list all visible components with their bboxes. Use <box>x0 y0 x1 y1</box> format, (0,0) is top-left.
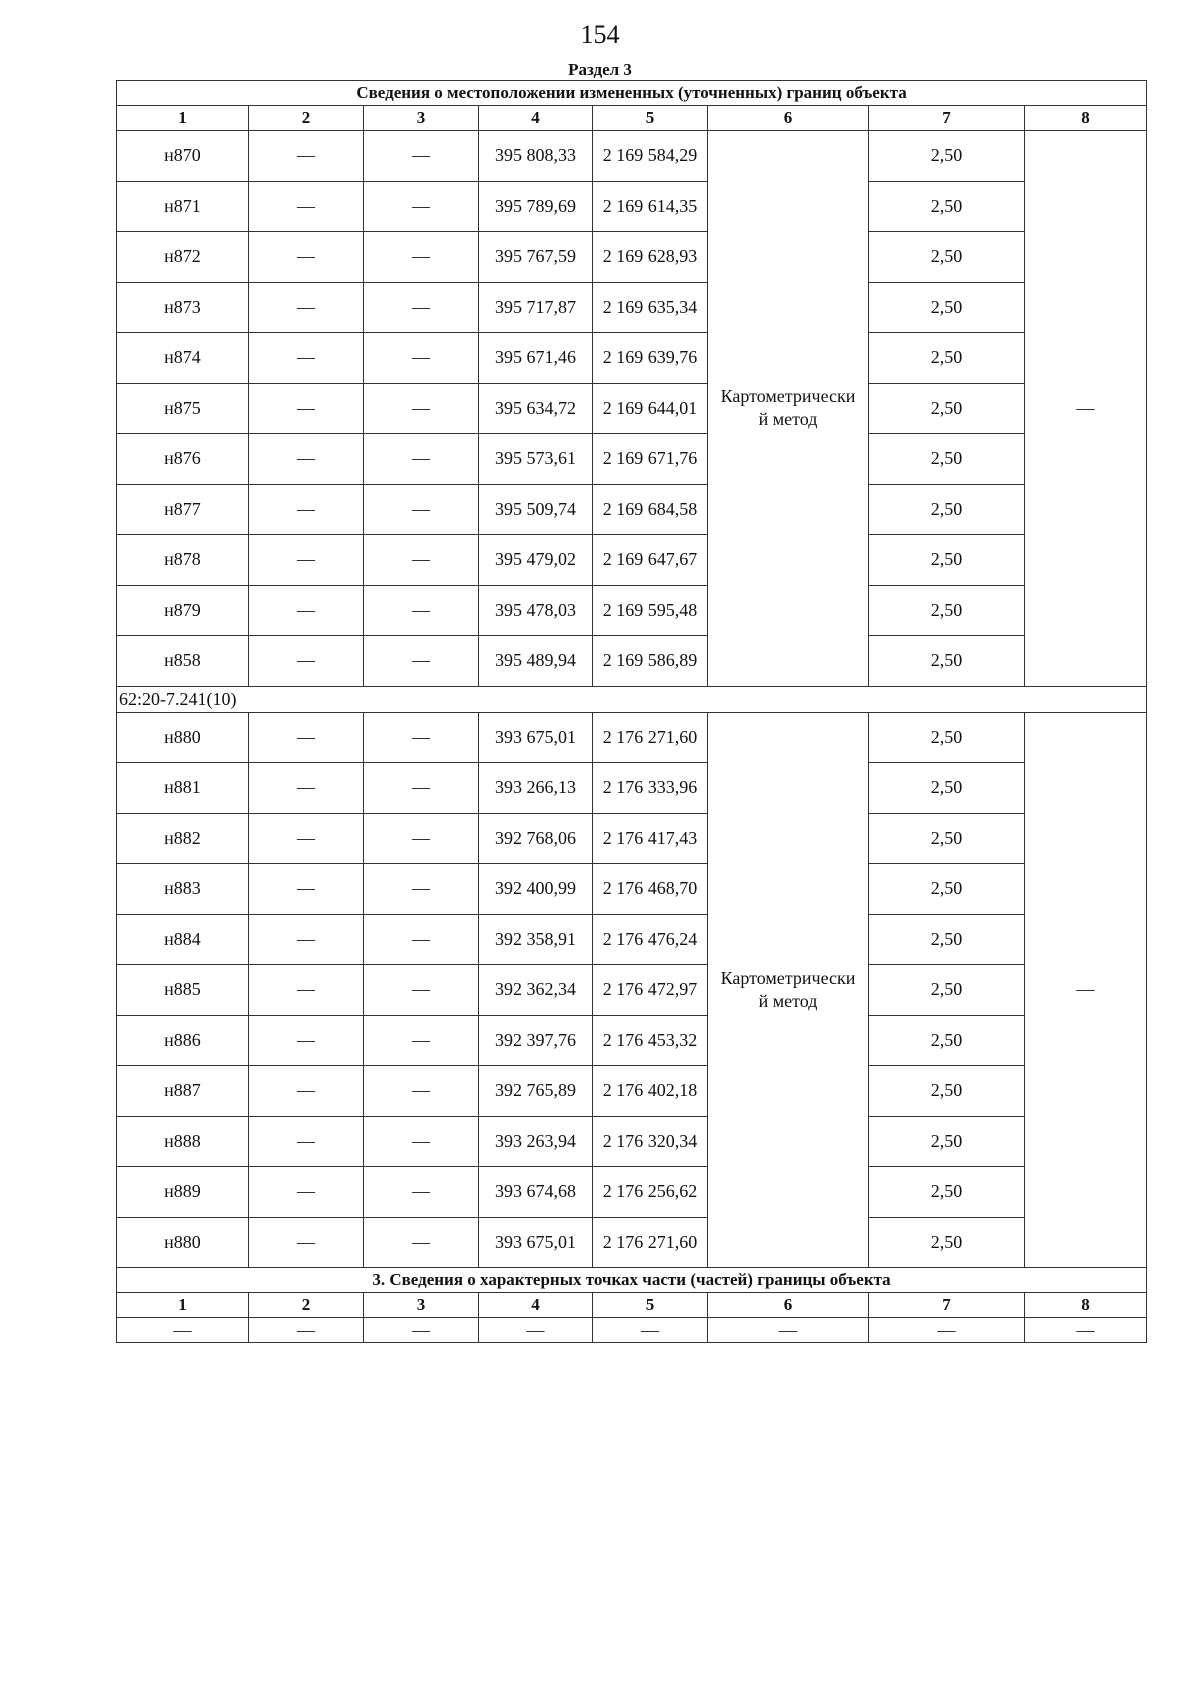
col3-value: — <box>364 1066 479 1117</box>
col2-value: — <box>249 585 364 636</box>
part-row <box>117 1318 1147 1343</box>
point-row <box>117 1015 1147 1066</box>
y-coordinate: 2 169 595,48 <box>593 585 708 636</box>
col3-value: — <box>364 232 479 283</box>
x-coordinate: 395 789,69 <box>479 181 593 232</box>
accuracy-value: 2,50 <box>869 1167 1025 1218</box>
point-name: н881 <box>117 763 249 814</box>
point-row <box>117 232 1147 283</box>
x-coordinate: 392 765,89 <box>479 1066 593 1117</box>
part-column-header: 8 <box>1025 1293 1147 1318</box>
y-coordinate: 2 169 628,93 <box>593 232 708 283</box>
point-name: н880 <box>117 712 249 763</box>
accuracy-value: 2,50 <box>869 864 1025 915</box>
x-coordinate: 395 573,61 <box>479 434 593 485</box>
part-title-row <box>117 1268 1147 1293</box>
method-cell <box>708 712 869 1268</box>
col2-value: — <box>249 965 364 1016</box>
accuracy-value: 2,50 <box>869 383 1025 434</box>
part-cell: — <box>708 1318 869 1343</box>
accuracy-value: 2,50 <box>869 181 1025 232</box>
point-row <box>117 434 1147 485</box>
y-coordinate: 2 176 453,32 <box>593 1015 708 1066</box>
part-cell: — <box>117 1318 249 1343</box>
column-header: 4 <box>479 106 593 131</box>
part-cell: — <box>1025 1318 1147 1343</box>
col3-value: — <box>364 484 479 535</box>
point-name: н889 <box>117 1167 249 1218</box>
col2-value: — <box>249 1066 364 1117</box>
col2-value: — <box>249 712 364 763</box>
accuracy-value: 2,50 <box>869 636 1025 687</box>
accuracy-value: 2,50 <box>869 585 1025 636</box>
point-name: н878 <box>117 535 249 586</box>
col3-value: — <box>364 1167 479 1218</box>
point-name: н880 <box>117 1217 249 1268</box>
point-row <box>117 181 1147 232</box>
accuracy-value: 2,50 <box>869 535 1025 586</box>
col8-value: — <box>1025 712 1147 1268</box>
col2-value: — <box>249 914 364 965</box>
point-row <box>117 1066 1147 1117</box>
col2-value: — <box>249 1217 364 1268</box>
method-cell <box>708 131 869 687</box>
point-row <box>117 585 1147 636</box>
point-name: н885 <box>117 965 249 1016</box>
col3-value: — <box>364 1217 479 1268</box>
y-coordinate: 2 169 639,76 <box>593 333 708 384</box>
point-name: н888 <box>117 1116 249 1167</box>
part-cell: — <box>593 1318 708 1343</box>
x-coordinate: 393 674,68 <box>479 1167 593 1218</box>
part-cell: — <box>869 1318 1025 1343</box>
x-coordinate: 395 489,94 <box>479 636 593 687</box>
point-row <box>117 914 1147 965</box>
parcel-label: 62:20-7.241(10) <box>117 686 1147 712</box>
part-title: 3. Сведения о характерных точках части (частей) границы объекта <box>117 1268 1147 1293</box>
col8-value: — <box>1025 131 1147 687</box>
accuracy-value: 2,50 <box>869 232 1025 283</box>
point-row <box>117 636 1147 687</box>
point-row <box>117 535 1147 586</box>
y-coordinate: 2 176 320,34 <box>593 1116 708 1167</box>
col2-value: — <box>249 383 364 434</box>
part-cell: — <box>249 1318 364 1343</box>
col2-value: — <box>249 864 364 915</box>
x-coordinate: 395 808,33 <box>479 131 593 182</box>
y-coordinate: 2 169 647,67 <box>593 535 708 586</box>
col3-value: — <box>364 914 479 965</box>
accuracy-value: 2,50 <box>869 282 1025 333</box>
accuracy-value: 2,50 <box>869 1066 1025 1117</box>
x-coordinate: 393 675,01 <box>479 712 593 763</box>
col3-value: — <box>364 333 479 384</box>
col3-value: — <box>364 282 479 333</box>
coordinates-table <box>116 80 1147 1343</box>
part-column-header-row <box>117 1293 1147 1318</box>
y-coordinate: 2 176 271,60 <box>593 712 708 763</box>
col3-value: — <box>364 864 479 915</box>
point-row <box>117 712 1147 763</box>
col2-value: — <box>249 813 364 864</box>
x-coordinate: 395 478,03 <box>479 585 593 636</box>
part-column-header: 1 <box>117 1293 249 1318</box>
col3-value: — <box>364 712 479 763</box>
point-name: н875 <box>117 383 249 434</box>
point-row <box>117 282 1147 333</box>
col3-value: — <box>364 535 479 586</box>
column-header: 1 <box>117 106 249 131</box>
part-cell: — <box>479 1318 593 1343</box>
point-name: н870 <box>117 131 249 182</box>
x-coordinate: 395 671,46 <box>479 333 593 384</box>
method-text-line: Картометрически <box>720 967 856 988</box>
col2-value: — <box>249 181 364 232</box>
part-column-header: 4 <box>479 1293 593 1318</box>
point-name: н873 <box>117 282 249 333</box>
point-name: н887 <box>117 1066 249 1117</box>
y-coordinate: 2 169 644,01 <box>593 383 708 434</box>
point-name: н872 <box>117 232 249 283</box>
accuracy-value: 2,50 <box>869 484 1025 535</box>
col3-value: — <box>364 813 479 864</box>
col2-value: — <box>249 282 364 333</box>
y-coordinate: 2 176 417,43 <box>593 813 708 864</box>
point-row <box>117 1217 1147 1268</box>
col3-value: — <box>364 1116 479 1167</box>
y-coordinate: 2 169 684,58 <box>593 484 708 535</box>
y-coordinate: 2 169 586,89 <box>593 636 708 687</box>
x-coordinate: 395 767,59 <box>479 232 593 283</box>
point-name: н879 <box>117 585 249 636</box>
accuracy-value: 2,50 <box>869 333 1025 384</box>
accuracy-value: 2,50 <box>869 1217 1025 1268</box>
point-name: н884 <box>117 914 249 965</box>
accuracy-value: 2,50 <box>869 965 1025 1016</box>
col2-value: — <box>249 1116 364 1167</box>
point-row <box>117 131 1147 182</box>
col2-value: — <box>249 636 364 687</box>
part-column-header: 6 <box>708 1293 869 1318</box>
column-header: 8 <box>1025 106 1147 131</box>
col2-value: — <box>249 434 364 485</box>
col2-value: — <box>249 1167 364 1218</box>
col3-value: — <box>364 763 479 814</box>
point-name: н876 <box>117 434 249 485</box>
part-column-header: 5 <box>593 1293 708 1318</box>
accuracy-value: 2,50 <box>869 131 1025 182</box>
method-text-line: Картометрически <box>720 386 856 407</box>
x-coordinate: 395 634,72 <box>479 383 593 434</box>
part-column-header: 2 <box>249 1293 364 1318</box>
point-row <box>117 1167 1147 1218</box>
x-coordinate: 393 263,94 <box>479 1116 593 1167</box>
point-name: н877 <box>117 484 249 535</box>
point-row <box>117 383 1147 434</box>
accuracy-value: 2,50 <box>869 763 1025 814</box>
column-header: 7 <box>869 106 1025 131</box>
point-row <box>117 965 1147 1016</box>
y-coordinate: 2 176 271,60 <box>593 1217 708 1268</box>
accuracy-value: 2,50 <box>869 434 1025 485</box>
point-name: н858 <box>117 636 249 687</box>
y-coordinate: 2 176 402,18 <box>593 1066 708 1117</box>
col2-value: — <box>249 1015 364 1066</box>
accuracy-value: 2,50 <box>869 712 1025 763</box>
x-coordinate: 393 675,01 <box>479 1217 593 1268</box>
accuracy-value: 2,50 <box>869 813 1025 864</box>
x-coordinate: 395 717,87 <box>479 282 593 333</box>
accuracy-value: 2,50 <box>869 1116 1025 1167</box>
point-row <box>117 813 1147 864</box>
method-text-line: й метод <box>758 409 818 430</box>
col2-value: — <box>249 484 364 535</box>
page-number: 154 <box>580 20 620 49</box>
x-coordinate: 392 358,91 <box>479 914 593 965</box>
accuracy-value: 2,50 <box>869 1015 1025 1066</box>
col2-value: — <box>249 535 364 586</box>
col3-value: — <box>364 131 479 182</box>
point-row <box>117 763 1147 814</box>
col3-value: — <box>364 585 479 636</box>
y-coordinate: 2 176 256,62 <box>593 1167 708 1218</box>
col3-value: — <box>364 965 479 1016</box>
part-column-header: 3 <box>364 1293 479 1318</box>
col3-value: — <box>364 383 479 434</box>
part-column-header: 7 <box>869 1293 1025 1318</box>
part-cell: — <box>364 1318 479 1343</box>
y-coordinate: 2 169 584,29 <box>593 131 708 182</box>
point-name: н886 <box>117 1015 249 1066</box>
column-header: 2 <box>249 106 364 131</box>
point-row <box>117 484 1147 535</box>
col2-value: — <box>249 232 364 283</box>
y-coordinate: 2 169 635,34 <box>593 282 708 333</box>
col2-value: — <box>249 131 364 182</box>
accuracy-value: 2,50 <box>869 914 1025 965</box>
table-title-row <box>117 81 1147 106</box>
col3-value: — <box>364 1015 479 1066</box>
x-coordinate: 392 400,99 <box>479 864 593 915</box>
point-row <box>117 864 1147 915</box>
column-header: 5 <box>593 106 708 131</box>
y-coordinate: 2 176 333,96 <box>593 763 708 814</box>
y-coordinate: 2 169 671,76 <box>593 434 708 485</box>
col3-value: — <box>364 636 479 687</box>
x-coordinate: 392 397,76 <box>479 1015 593 1066</box>
x-coordinate: 395 479,02 <box>479 535 593 586</box>
point-name: н883 <box>117 864 249 915</box>
col2-value: — <box>249 333 364 384</box>
x-coordinate: 393 266,13 <box>479 763 593 814</box>
column-header-row <box>117 106 1147 131</box>
col3-value: — <box>364 434 479 485</box>
y-coordinate: 2 176 468,70 <box>593 864 708 915</box>
table-title: Сведения о местоположении измененных (уточненных) границ объекта <box>117 81 1147 106</box>
point-row <box>117 1116 1147 1167</box>
column-header: 6 <box>708 106 869 131</box>
col3-value: — <box>364 181 479 232</box>
parcel-row <box>117 686 1147 712</box>
y-coordinate: 2 176 472,97 <box>593 965 708 1016</box>
section-title: Раздел 3 <box>568 60 632 79</box>
y-coordinate: 2 169 614,35 <box>593 181 708 232</box>
col2-value: — <box>249 763 364 814</box>
x-coordinate: 395 509,74 <box>479 484 593 535</box>
point-name: н882 <box>117 813 249 864</box>
column-header: 3 <box>364 106 479 131</box>
method-text-line: й метод <box>758 990 818 1011</box>
point-row <box>117 333 1147 384</box>
y-coordinate: 2 176 476,24 <box>593 914 708 965</box>
point-name: н871 <box>117 181 249 232</box>
point-name: н874 <box>117 333 249 384</box>
x-coordinate: 392 362,34 <box>479 965 593 1016</box>
x-coordinate: 392 768,06 <box>479 813 593 864</box>
